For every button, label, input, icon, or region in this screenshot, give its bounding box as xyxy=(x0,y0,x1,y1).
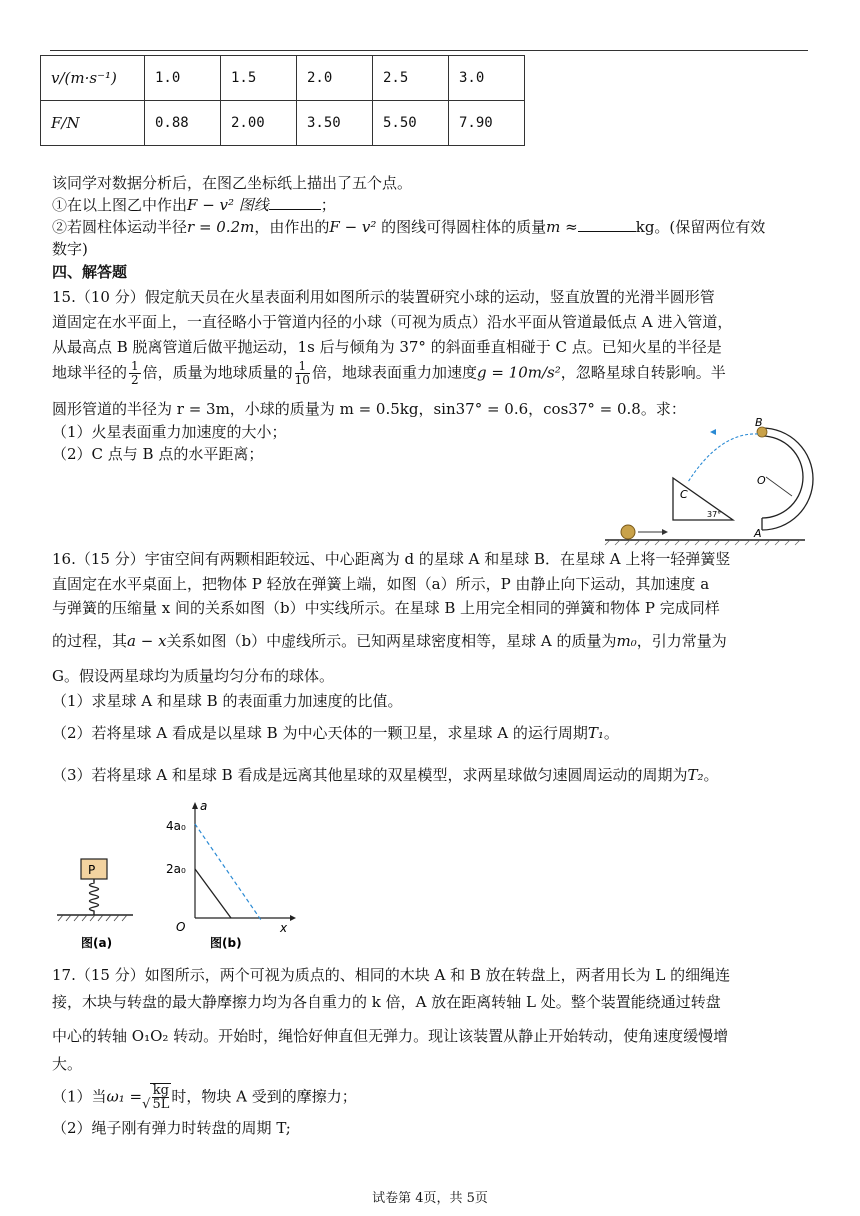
table-cell: 2.00 xyxy=(221,101,297,146)
table-cell: 0.88 xyxy=(145,101,221,146)
y-arrow-icon xyxy=(192,802,198,809)
q17-line2: 接，木块与转盘的最大静摩擦力均为各自重力的 k 倍，A 放在距离转轴 L 处。整个装置能绕通过转盘 xyxy=(52,993,721,1011)
table-header-f: F/N xyxy=(41,101,145,146)
table-header-v: v/(m·s⁻¹) xyxy=(41,56,145,101)
q17-line3: 中心的转轴 O₁O₂ 转动。开始时，绳恰好伸直但无弹力。现让该装置从静止开始转动，使角速度缓慢增 xyxy=(52,1027,729,1045)
caption-b: 图(b) xyxy=(210,936,242,950)
solid-line-a xyxy=(195,869,231,918)
q16-line4: 的过程，其a − x关系如图（b）中虚线所示。已知两星球密度相等，星球 A 的质量为m₀，引力常量为 xyxy=(52,632,727,650)
q16-sub2: （2）若将星球 A 看成是以星球 B 为中心天体的一颗卫星，求星球 A 的运行周期T₁。 xyxy=(52,724,619,742)
q15-figure xyxy=(600,416,810,545)
pipe-inner xyxy=(762,436,803,518)
q15-line1: 15.（10 分）假定航天员在火星表面利用如图所示的装置研究小球的运动，竖直放置的光滑半圆形管 xyxy=(52,288,715,306)
label-o: O xyxy=(757,474,766,487)
trajectory-arrow-icon xyxy=(710,429,716,435)
arrow-head-icon xyxy=(662,529,668,535)
radius-line xyxy=(766,477,792,496)
sqrt-expression: √ $\frac{kg}{5L}$ xyxy=(142,1083,170,1112)
q15-line5: 圆形管道的半径为 r = 3m，小球的质量为 m = 0.5kg，sin37° = 0.6，cos37° = 0.8。求： xyxy=(52,400,686,418)
fraction-half: $\frac{1}{2}$ xyxy=(131,359,139,387)
q14-line3: ②若圆柱体运动半径r = 0.2m，由作出的F − v² 的图线可得圆柱体的质量m ≈ kg。(保留两位有效 xyxy=(52,218,766,236)
label-b: B xyxy=(755,416,763,429)
table-row xyxy=(41,101,525,146)
label-p: P xyxy=(88,863,96,877)
answer-blank xyxy=(578,217,636,232)
q16-line1: 16.（15 分）宇宙空间有两颗相距较远、中心距离为 d 的星球 A 和星球 B．在星球 A 上将一轻弹簧竖 xyxy=(52,550,731,568)
page-footer: 试卷第 4页，共 5页 xyxy=(372,1191,488,1206)
q16-line5: G。假设两星球均为质量均匀分布的球体。 xyxy=(52,667,334,685)
q17-line1: 17.（15 分）如图所示，两个可视为质点的、相同的木块 A 和 B 放在转盘上，两者用长为 L 的细绳连 xyxy=(52,966,731,984)
header-rule xyxy=(50,50,808,51)
fraction-tenth: $\frac{1}{10}$ xyxy=(294,359,310,387)
q15-sub1: （1）火星表面重力加速度的大小； xyxy=(52,423,287,441)
table-cell: 7.90 xyxy=(449,101,525,146)
tick-2a0: 2a₀ xyxy=(166,862,186,876)
table-cell: 1.0 xyxy=(145,56,221,101)
table-cell: 2.0 xyxy=(297,56,373,101)
data-table xyxy=(40,55,525,146)
answer-blank xyxy=(269,195,321,210)
x-arrow-icon xyxy=(290,915,296,921)
label-c: C xyxy=(680,488,688,501)
q15-line2: 道固定在水平面上，一直径略小于管道内径的小球（可视为质点）沿水平面从管道最低点 A 进入管道， xyxy=(52,313,733,331)
table-cell: 3.50 xyxy=(297,101,373,146)
origin-label: O xyxy=(176,920,186,934)
spring-icon xyxy=(90,879,99,915)
ball-icon xyxy=(621,525,635,539)
q16-line3: 与弹簧的压缩量 x 间的关系如图（b）中实线所示。在星球 B 上用完全相同的弹簧和物体 P 完成同样 xyxy=(52,599,720,617)
trajectory-curve xyxy=(688,434,758,482)
q17-sub2: （2）绳子刚有弹力时转盘的周期 T; xyxy=(52,1119,291,1137)
table-row xyxy=(41,56,525,101)
table-cell: 1.5 xyxy=(221,56,297,101)
q14-line1: 该同学对数据分析后，在图乙坐标纸上描出了五个点。 xyxy=(52,174,413,192)
section-title: 四、解答题 xyxy=(52,263,128,281)
axis-label-x: x xyxy=(280,921,288,935)
q16-sub1: （1）求星球 A 和星球 B 的表面重力加速度的比值。 xyxy=(52,692,403,710)
q17-line4: 大。 xyxy=(52,1055,83,1073)
pipe-outer xyxy=(762,428,813,530)
q15-sub2: （2）C 点与 B 点的水平距离； xyxy=(52,445,264,463)
label-angle: 37° xyxy=(707,510,722,519)
spring-figure xyxy=(55,855,145,950)
table-cell: 3.0 xyxy=(449,56,525,101)
q15-line4: 地球半径的 $\frac{1}{2}$ 倍，质量为地球质量的 $\frac{1}{10}$ 倍，地球表面重力加速度g = 10m/s²，忽略星球自转影响。半 xyxy=(52,359,726,387)
caption-a: 图(a) xyxy=(81,936,113,950)
q15-line3: 从最高点 B 脱离管道后做平抛运动，1s 后与倾角为 37° 的斜面垂直相碰于 C 点。已知火星的半径是 xyxy=(52,338,722,356)
label-a: A xyxy=(754,527,762,540)
table-cell: 2.5 xyxy=(373,56,449,101)
table-cell: 5.50 xyxy=(373,101,449,146)
q14-line2: ①在以上图乙中作出F − v² 图线 ； xyxy=(52,196,336,214)
dashed-line-b xyxy=(195,824,261,920)
q16-line2: 直固定在水平桌面上，把物体 P 轻放在弹簧上端，如图（a）所示，P 由静止向下运动，其加速度 a xyxy=(52,575,710,593)
tick-4a0: 4a₀ xyxy=(166,819,186,833)
q17-sub1: （1）当ω₁ =√ $\frac{kg}{5L}$ 时，物块 A 受到的摩擦力； xyxy=(52,1083,357,1112)
axis-label-a: a xyxy=(200,799,208,813)
q14-line4: 数字) xyxy=(52,240,88,258)
acceleration-graph xyxy=(160,800,300,950)
q16-sub3: （3）若将星球 A 和星球 B 看成是远离其他星球的双星模型，求两星球做匀速圆周运动的周期为T₂。 xyxy=(52,766,719,784)
